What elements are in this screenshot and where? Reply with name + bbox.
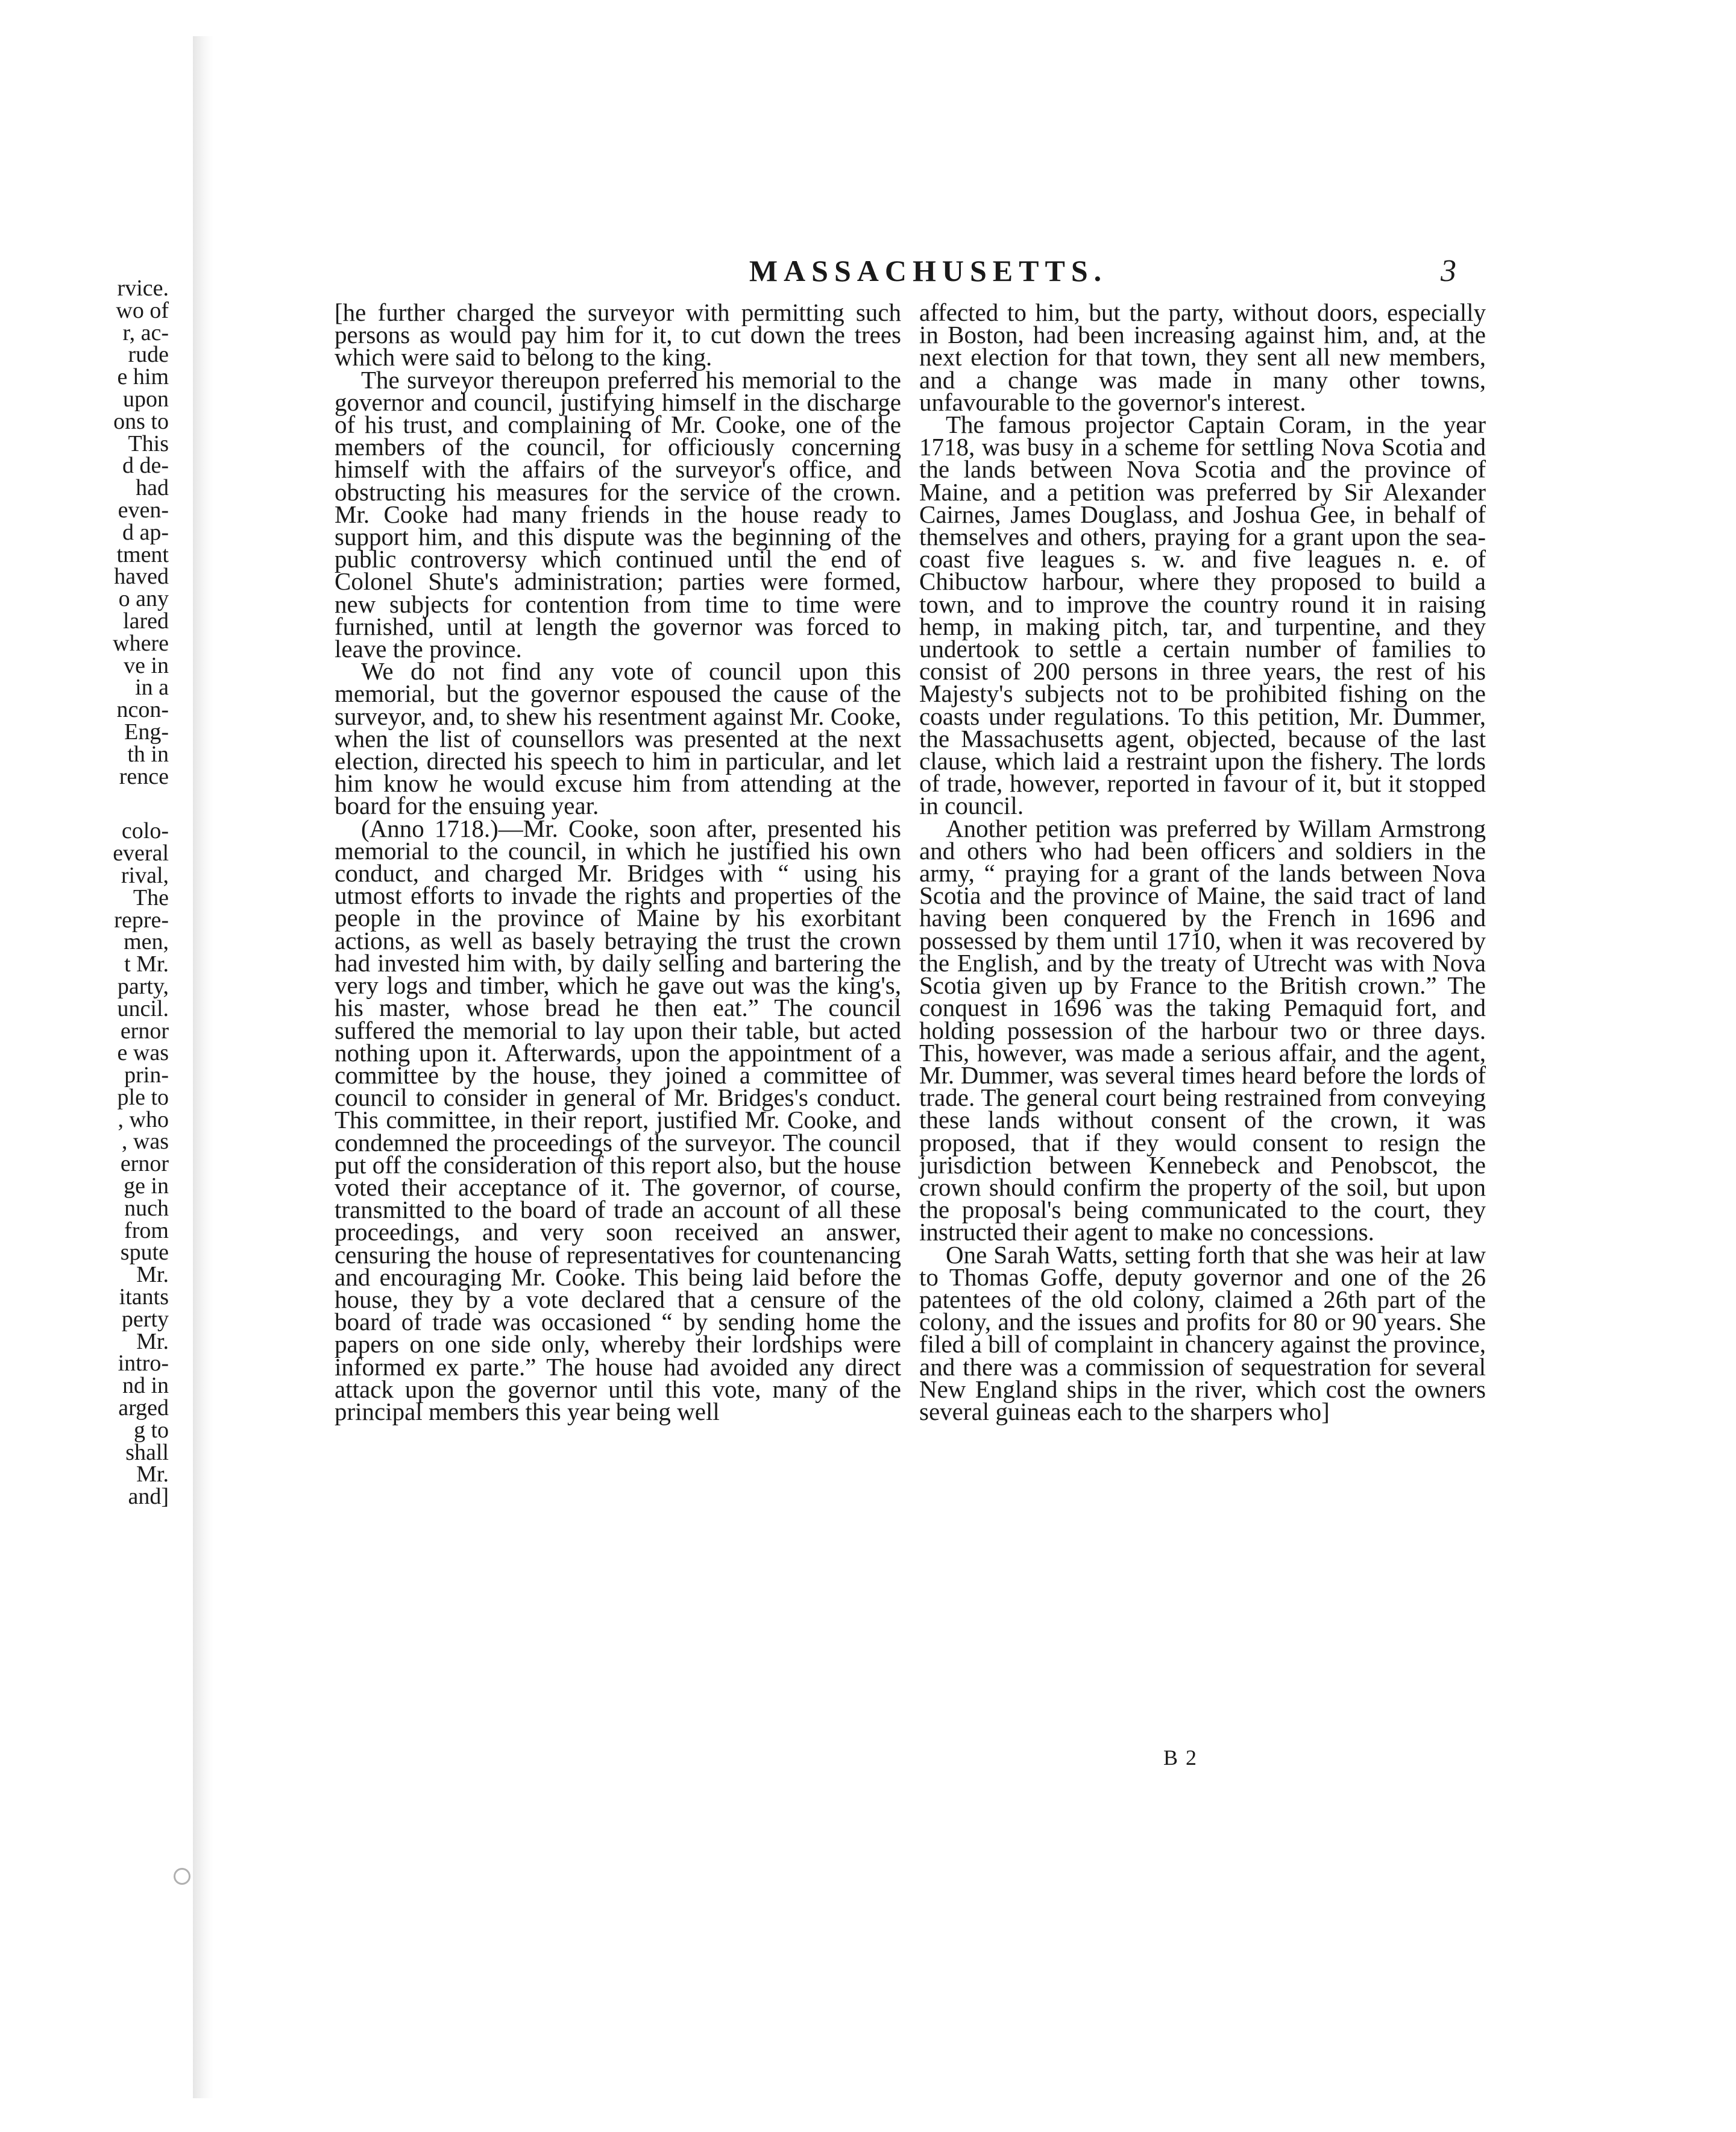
facing-page-line: arged [118,1395,169,1421]
facing-page-line: nuch [124,1195,169,1221]
facing-page-line: d ap- [122,519,169,545]
line-gap [0,787,169,820]
facing-page-line: and] [128,1484,169,1510]
facing-page-line: from [124,1217,169,1243]
facing-page-line: e was [117,1040,169,1066]
facing-page-line: perty [121,1306,169,1332]
facing-page-line: , who [118,1106,169,1132]
facing-page-line: wo of [116,297,169,323]
paragraph: (Anno 1718.)—Mr. Cooke, soon after, presented his memorial to the council, in which he justified his own conduct, and charged Mr. Bridges with “ using his utmost efforts to invade the rights and properties of the people in the province of Maine by his exorbitant actions, as well as basely betraying the trust the crown had invested him with, by daily selling and bartering the very logs and timber, which he gave out was the king's, his master, whose bread he then eat.” The council suffered the memorial to lay upon their table, but acted nothing upon it. Afterwards, upon the appointment of a committee by the house, they joined a committee of council to consider in general of Mr. Bridges's conduct. This committee, in their report, justified Mr. Cooke, and condemned the proceedings of the surveyor. The council put off the consideration of this report also, but the house voted their acceptance of it. The governor, of course, transmitted to the board of trade an account of all these proceedings, and very soon received an answer, censuring the house of representatives for countenancing and encouraging Mr. Cooke. This being laid before the house, they by a vote declared that a censure of the board of trade was occasioned “ by sending home the papers on one side only, whereby their lordships were informed ex parte.” The house had avoided any direct attack upon the governor until this vote, many of the principal members this year being well [335,814,901,1425]
facing-page-line: Mr. [136,1328,169,1354]
facing-page [0,0,181,2132]
facing-page-line: shall [125,1439,169,1465]
facing-page-text [0,277,169,1508]
facing-page-line: colo- [121,818,169,844]
facing-page-line: prin- [124,1062,169,1088]
facing-page-line: ernor [120,1151,169,1177]
facing-page-line: rival, [121,862,169,888]
paragraph: affected to him, but the party, without doors, especially in Boston, had been increasing against him, and, at the next election for that town, they sent all new members, and a change was made in many other towns, unfavourable to the governor's interest. [919,298,1486,416]
facing-page-line: haved [114,564,169,590]
facing-page-line: nd in [122,1373,169,1399]
running-title: MASSACHUSETTS. [749,254,1108,288]
facing-page-line: ge in [124,1173,169,1199]
facing-page-line: Mr. [136,1462,169,1487]
facing-page-line: ve in [124,652,169,678]
facing-page-line: t Mr. [124,951,169,977]
facing-page-line: g to [133,1417,169,1443]
facing-page-line: , was [121,1129,169,1155]
facing-page-line: repre- [114,907,169,933]
facing-page-line: ernor [120,1018,169,1044]
facing-page-line: e him [117,364,169,390]
facing-page-line: Eng- [124,719,169,745]
facing-page-line: The [133,885,169,910]
text-column-left [335,298,901,1425]
facing-page-line: where [113,630,169,656]
paragraph: One Sarah Watts, setting forth that she was heir at law to Thomas Goffe, deputy governor and one of the 26 patentees of the old colony, claimed a 26th part of the colony, and the issues and profits for 80 or 90 years. She filed a bill of complaint in chancery against the province, and there was a commission of sequestration for several New England ships in the river, which cost the owners several guineas each to the sharpers who] [919,1240,1486,1425]
facing-page-line: ple to [117,1084,169,1110]
page-gutter [193,36,213,2098]
facing-page-line: everal [113,840,169,866]
signature-mark: B 2 [1163,1746,1198,1770]
facing-page-line: ncon- [116,697,169,723]
paragraph: The surveyor thereupon preferred his memorial to the governor and council, justifying himself in the discharge of his trust, and complaining of Mr. Cooke, one of the members of the council, for officiously concerning himself with the affairs of the surveyor's office, and obstructing his measures for the service of the crown. Mr. Cooke had many friends in the house ready to support him, and this dispute was the beginning of the public controversy which continued until the end of Colonel Shute's administration; parties were formed, new subjects for contention from time to time were furnished, until at length the governor was forced to leave the province. [335,365,901,663]
facing-page-line: tment [116,541,169,567]
facing-page-line: lared [123,608,169,634]
paragraph: [he further charged the surveyor with permitting such persons as would pay him for it, to cut down the trees which were said to belong to the king. [335,298,901,371]
facing-page-line: itants [119,1284,169,1310]
paragraph: The famous projector Captain Coram, in the year 1718, was busy in a scheme for settling Nova Scotia and the lands between Nova Scotia and the province of Maine, and a petition was preferred by Sir Alexander Cairnes, James Douglass, and Joshua Gee, in behalf of themselves and others, praying for a grant upon the sea-coast five leagues s. w. and five leagues n. e. of Chibuctow harbour, where they proposed to build a town, and to improve the country round it in raising hemp, in making pitch, tar, and turpentine, and they undertook to settle a certain number of families to consist of 200 persons in three years, the rest of his Majesty's subjects not to be prohibited fishing on the coasts under regulations. To this petition, Mr. Dummer, the Massachusetts agent, objected, because of the last clause, which laid a restraint upon the fishery. The lords of trade, however, reported in favour of it, but it stopped in council. [919,411,1486,820]
facing-page-line: rude [128,342,169,368]
facing-page-line: in a [135,675,169,701]
facing-page-line: th in [127,741,169,767]
facing-page-line: upon [123,386,169,412]
facing-page-line: rence [119,763,169,789]
facing-page-line: uncil. [117,995,169,1021]
facing-page-line: ons to [113,408,169,434]
facing-page-line: men, [124,929,169,955]
facing-page-line: even- [118,497,169,523]
facing-page-line: r, ac- [122,320,169,345]
paragraph: Another petition was preferred by Willam Armstrong and others who had been officers and soldiers in the army, “ praying for a grant of the lands between Nova Scotia and the province of Maine, the said tract of land having been conquered by the French in 1696 and possessed by them until 1710, when it was recovered by the English, and by the treaty of Utrecht was with Nova Scotia given up by France to the British crown.” The conquest in 1696 was the taking Pemaquid fort, and holding possession of the harbour two or three days. This, however, was made a serious affair, and the agent, Mr. Dummer, was several times heard before the lords of trade. The general court being restrained from conveying these lands without consent of the crown, it was proposed, that if they would consent to resign the jurisdiction between Kennebeck and Penobscot, the crown should confirm the property of the soil, but upon the proposal's being communicated to the court, they instructed their agent to make no concessions. [919,814,1486,1246]
paragraph: We do not find any vote of council upon this memorial, but the governor espoused the cause of the surveyor, and, to shew his resentment against Mr. Cooke, when the list of counsellors was presented at the next election, directed his speech to him in particular, and let him know he would excuse him from attending at the board for the ensuing year. [335,657,901,820]
facing-page-line: d de- [122,453,169,479]
facing-page-line: Mr. [136,1262,169,1288]
text-column-right [919,298,1486,1425]
binding-hole [174,1868,190,1885]
facing-page-line: party, [117,973,169,999]
facing-page-line: This [128,430,169,456]
facing-page-line: o any [118,586,169,612]
facing-page-line: spute [120,1240,169,1266]
facing-page-line: had [136,475,169,501]
page-number: 3 [1441,254,1456,288]
page-header [0,253,1736,289]
facing-page-line: intro- [118,1351,169,1377]
facing-page-line: rvice. [117,276,169,301]
